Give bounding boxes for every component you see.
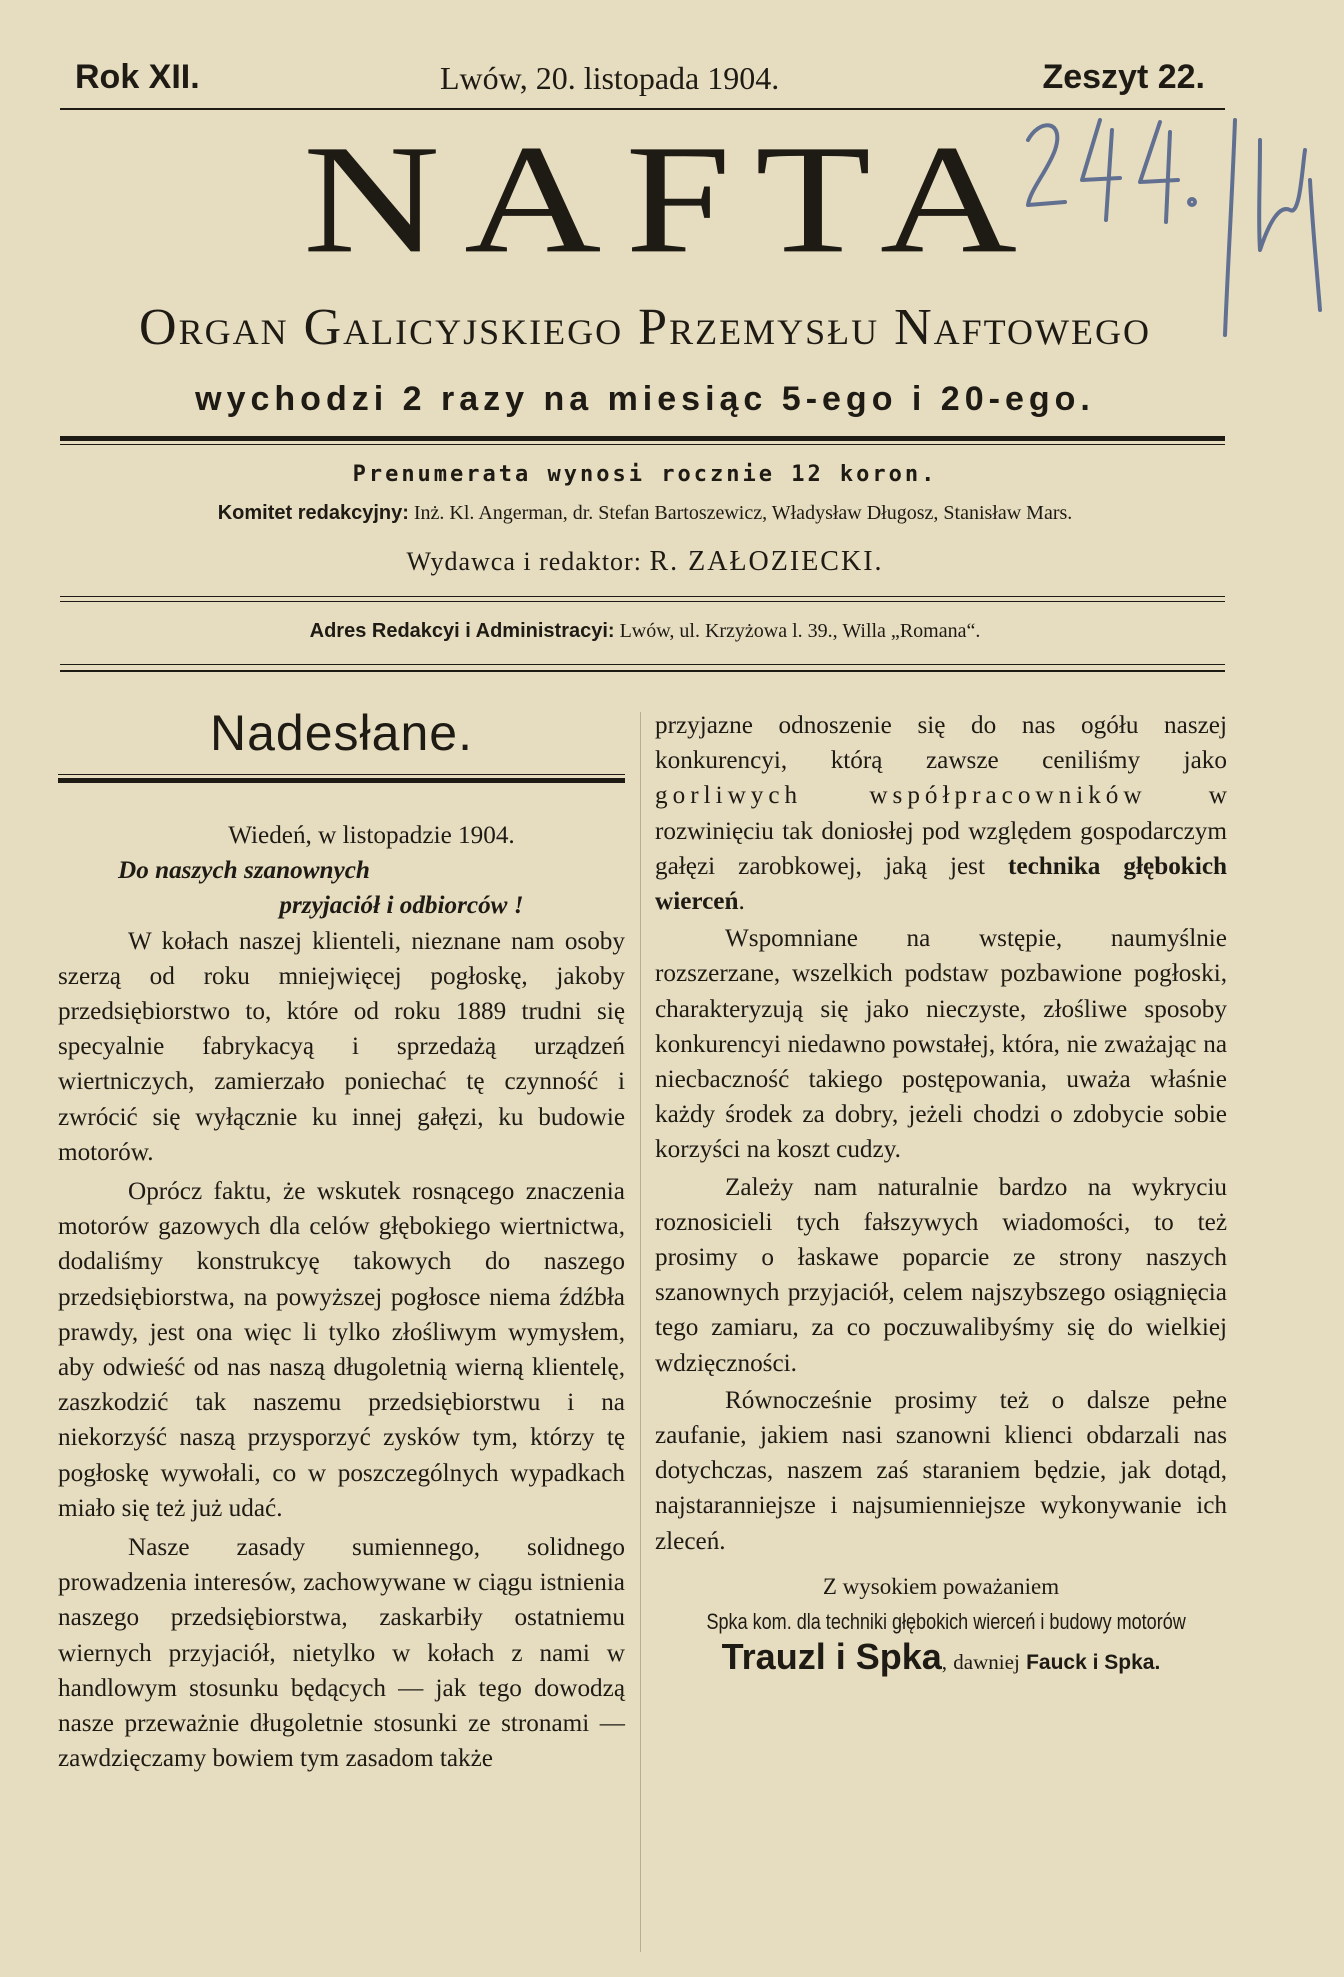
text-run: . <box>738 888 745 916</box>
publisher-label: Wydawca i redaktor: <box>406 547 642 576</box>
address-rule-2 <box>60 670 1225 672</box>
company-name: Trauzl i Spka <box>721 1636 942 1678</box>
handwriting-text: 244. / 44 <box>1020 110 1025 111</box>
masthead-rule-thick <box>60 436 1225 441</box>
address-label: Adres Redakcyi i Administracyi: <box>309 620 615 642</box>
address-rule-1 <box>60 664 1225 665</box>
letter-date: Wiedeń, w listopadzie 1904. <box>228 822 515 849</box>
masthead-rule-thin <box>60 444 1225 445</box>
info-rule-2 <box>60 601 1225 602</box>
paragraph: Oprócz faktu, że wskutek rosnącego znaczenia motorów gazowych dla celów głębokiego wiertnictwa, dodaliśmy konstrukcyę takowych do naszego przedsiębiorstwa, na powyższej pogłosce niema źdźbła prawdy, jest ona więc li tylko złośliwym wymysłem, aby odwieść od nas naszą długoletnią wierną klientelę, zaszkodzić tak naszemu przedsiębiorstwu i na niekorzyść naszą przysporzyć zysków tym, którzy tę pogłoskę wywołali, co w poszczególnych wypadkach miało się też już udać. <box>58 1178 625 1522</box>
info-rule-1 <box>60 596 1225 597</box>
paragraph: Wspomniane na wstępie, naumyślnie rozszerzane, wszelkich podstaw pozbawione pogłoski, charakteryzują się jako nieczyste, złośliwe sposoby konkurencyi niedawno powstałej, która, nie zważając na niecbaczność takiego postępowania, uważa właśnie każdy środek za dobry, jeżeli chodzi o zdobycie sobie korzyści na koszt cudzy. <box>655 925 1227 1164</box>
bold-emphasis: technika głębokich wierceń <box>655 852 1228 916</box>
closing-salutation: Z wysokiem poważaniem <box>822 1573 1060 1599</box>
place-date: Lwów, 20. listopada 1904. <box>440 60 780 96</box>
publisher-name: R. ZAŁOZIECKI. <box>649 546 884 577</box>
subscription-price: Prenumerata wynosi rocznie 12 koron. <box>352 462 938 487</box>
address-value: Lwów, ul. Krzyżowa l. 39., Willa „Romana“. <box>619 620 981 642</box>
editorial-address <box>60 620 1230 643</box>
paragraph <box>655 708 1227 919</box>
masthead-subtitle: Organ Galicyjskiego Przemysłu Naftowego <box>139 299 1151 356</box>
section-rule-thin <box>58 774 625 775</box>
masthead-title: NAFTA <box>302 113 1042 286</box>
publication-frequency: wychodzi 2 razy na miesiąc 5-ego i 20-ego. <box>195 380 1095 418</box>
section-rule-thick <box>58 778 625 783</box>
handwritten-archive-mark <box>1020 110 1340 340</box>
left-column <box>58 818 625 1776</box>
volume-number: Rok XII. <box>75 58 200 96</box>
editorial-committee <box>60 502 1230 525</box>
separator: , <box>941 1650 947 1675</box>
right-column <box>655 708 1227 1680</box>
committee-names: Inż. Kl. Angerman, dr. Stefan Bartoszewicz, Władysław Długosz, Stanisław Mars. <box>413 502 1073 524</box>
signature <box>655 1636 1227 1680</box>
section-title: Nadesłane. <box>210 705 473 761</box>
spaced-emphasis: gorliwych współpracowników <box>655 782 1147 810</box>
company-full-name: Spka kom. dla techniki głębokich wierceń i budowy motorów <box>706 1609 1186 1635</box>
paragraph: Równocześnie prosimy też o dalsze pełne zaufanie, jakiem nasi szanowni klienci obdarzali nas dotychczas, naszem zaś staraniem będzie, jak dotąd, najstaranniejsze i najsumienniejsze wykonywanie ich zleceń. <box>655 1386 1227 1555</box>
column-divider <box>640 712 641 1952</box>
issue-number: Zeszyt 22. <box>1042 58 1205 96</box>
paragraph: W kołach naszej klienteli, nieznane nam osoby szerzą od roku mniejwięcej pogłoskę, jakoby przedsiębiorstwo to, które od roku 1889 trudni się specyalnie fabrykacyą i sprzedażą urządzeń wiertniczych, zamierzało poniechać tę czynność i zwrócić się wyłącznie ku innej gałęzi, ku budowie motorów. <box>58 927 625 1166</box>
text-run: przyjazne odnoszenie się do nas ogółu naszej konkurencyi, którą zawsze ceniliśmy jako <box>655 712 1227 775</box>
paragraph: Zależy nam naturalnie bardzo na wykryciu roznosicieli tych fałszywych wiadomości, to też prosimy o łaskawe poparcie ze strony naszych szanownych przyjaciół, celem najszybszego osiągnięcia tego zamiaru, za co poczuwalibyśmy się do wielkiej wdzięczności. <box>655 1173 1227 1377</box>
former-name: Fauck i Spka. <box>1026 1651 1161 1675</box>
issue-header <box>75 58 1205 102</box>
committee-label: Komitet redakcyjny: <box>217 502 409 524</box>
text-run: w rozwinięciu tak doniosłej pod względem gospodarczym gałęzi zarobkowej, jaką jest <box>655 782 1227 880</box>
publisher-line <box>60 546 1230 578</box>
paragraph: Nasze zasady sumiennego, solidnego prowadzenia interesów, zachowywane w ciągu istnienia naszego przedsiębiorstwa, zaskarbiły ostatniemu wiernych przyjaciół, nietylko w kołach z nami w handlowym stosunku będących — jak tego dowodzą nasze przeważnie długoletnie stosunki ze stronami — zawdzięczamy bowiem tym zasadom także <box>58 1534 625 1773</box>
formerly-label: dawniej <box>953 1650 1020 1675</box>
greeting-line-1: Do naszych szanownych <box>118 857 370 885</box>
greeting-line-2: przyjaciół i odbiorców ! <box>279 892 524 920</box>
